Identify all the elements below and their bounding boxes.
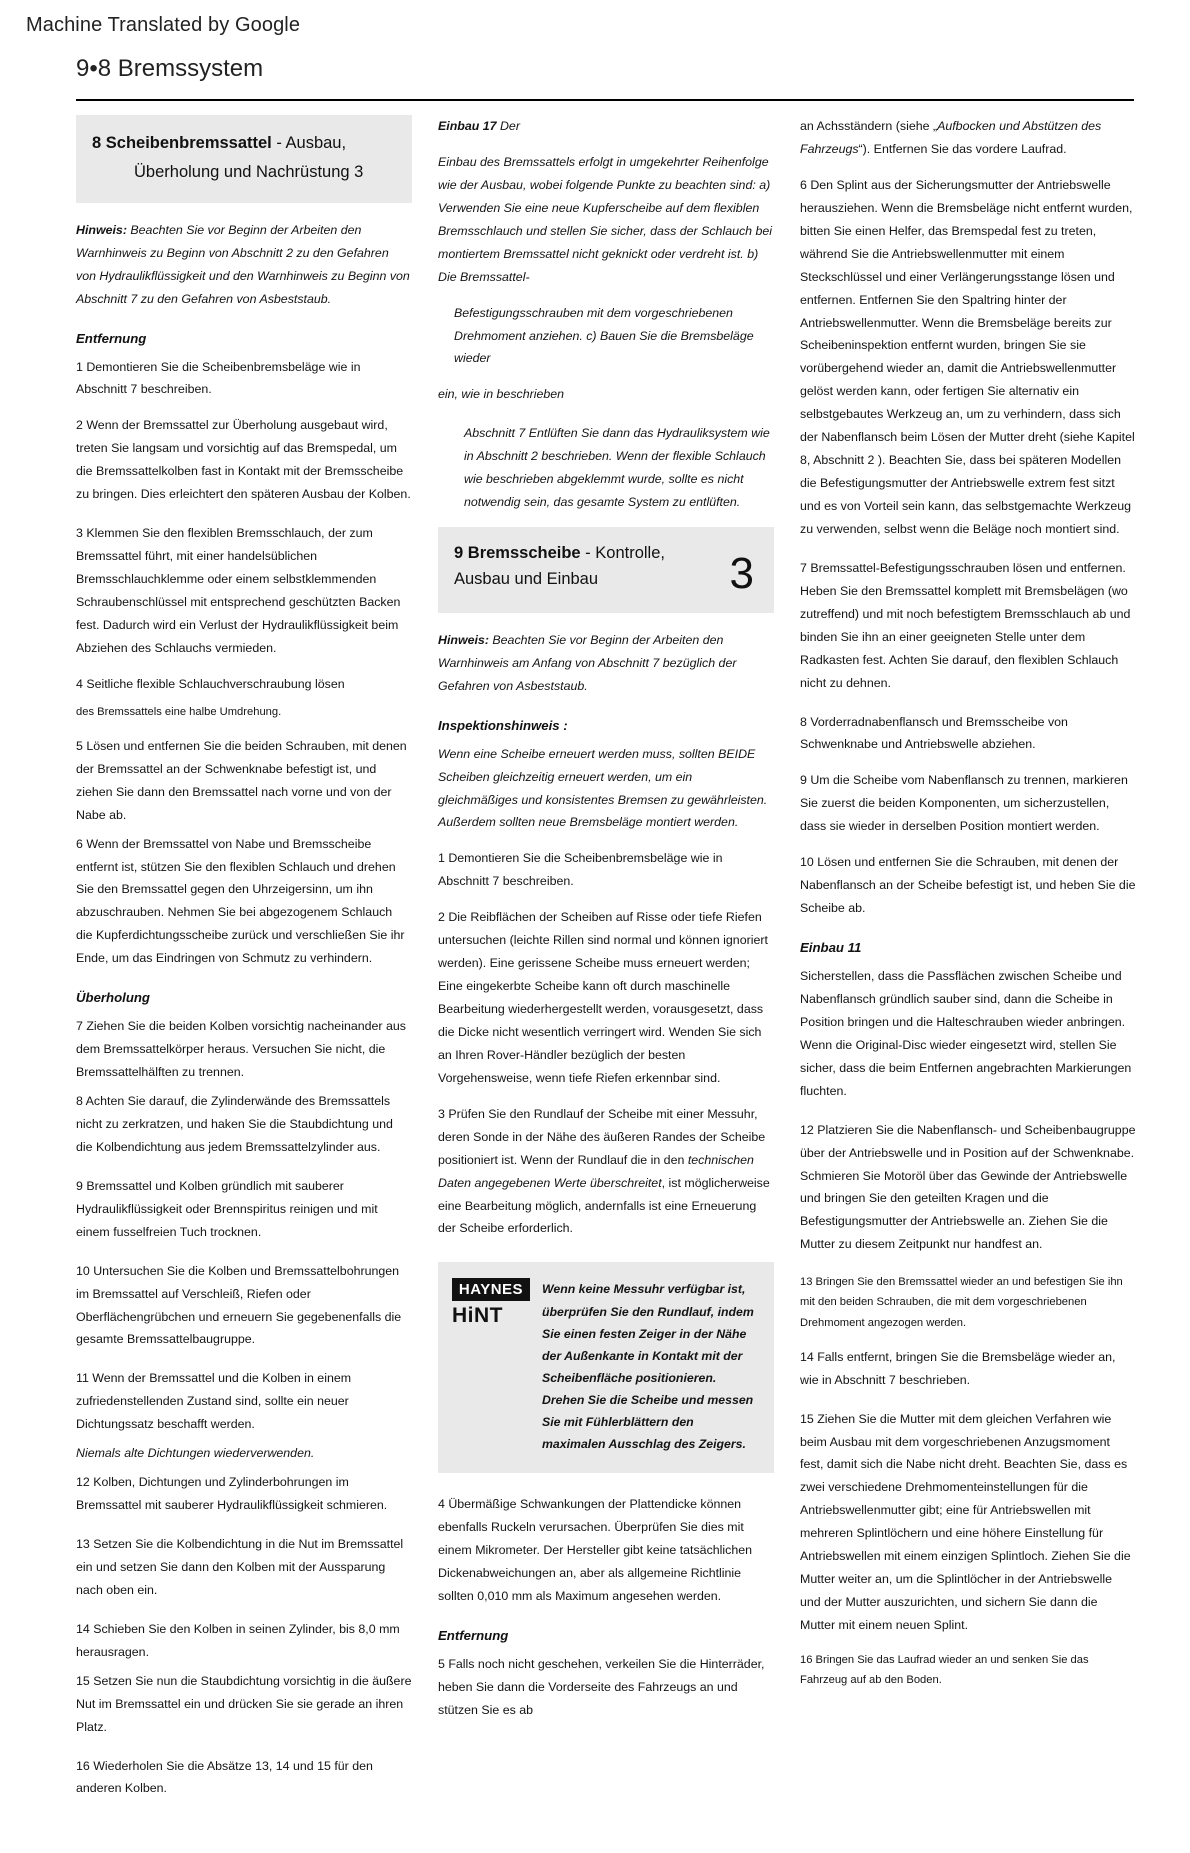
column-right [800,115,1136,1813]
step-15: 15 Setzen Sie nun die Staubdichtung vorsichtig in die äußere Nut im Bremssattel ein und drücken Sie sie gerade an ihren Platz. [76,1673,412,1734]
section-9-note [438,629,774,698]
section-9-number: 9 [454,544,464,563]
step-9-8: 8 Vorderradnabenflansch und Bremsscheibe von Schwenknabe und Antriebswelle abziehen. [800,714,1068,752]
step-16: 16 Wiederholen Sie die Absätze 13, 14 und 15 für den anderen Kolben. [76,1758,373,1796]
step-9-3 [438,1103,774,1241]
step-6: 6 Wenn der Bremssattel von Nabe und Bremsscheibe entfernt ist, stützen Sie den flexiblen Schlauch und drehen Sie den Bremssattel gegen den Uhrzeigersinn, um ihn abzuschrauben. Nehmen Sie bei abgezogenem Schlauch die Kupferdichtungsscheibe zurück und verschließen Sie ihr Ende, um das Eindringen von Schmutz zu verhindern. [76,836,405,966]
step-5-cont-italic: Aufbocken und Abstützen des Fahrzeugs [800,119,1102,156]
hint-logo-word: HiNT [452,1304,503,1328]
step-5-cont-b: “). Entfernen Sie das vordere Laufrad. [858,141,1067,156]
hinweis-label-9: Hinweis: [438,632,489,647]
step-12: 12 Kolben, Dichtungen und Zylinderbohrungen im Bremssattel mit sauberer Hydraulikflüssigkeit schmieren. [76,1475,388,1513]
section-8-title-line2: Überholung und Nachrüstung 3 [134,162,364,181]
step-9-16: 16 Bringen Sie das Laufrad wieder an und senken Sie das Fahrzeug auf ab den Boden. [800,1653,1089,1687]
step-11: 11 Wenn der Bremssattel und die Kolben in einem zufriedenstellenden Zustand sind, sollte ein neuer Dichtungssatz beschafft werden. [76,1371,352,1432]
page-title: 9•8 Bremssystem [76,55,264,82]
heading-entfernung-left: Entfernung [76,330,147,346]
section-8-note [76,219,412,311]
section-8-number: 8 [92,134,102,152]
step-5-cont-a: an Achsständern (siehe „ [800,119,938,133]
step-9-12: 12 Platzieren Sie die Nabenflansch- und Scheibenbaugruppe über der Antriebswelle und in Position auf der Schwenknabe. Schmieren Sie Motoröl über das Gewinde der Antriebswelle und bringen Sie den geteilten Kragen und die Befestigungsmutter der Antriebswelle an. Ziehen Sie die Mutter zu diesem Zeitpunkt nur handfest an. [800,1122,1136,1252]
einbau-paragraph-4: Abschnitt 7 Entlüften Sie dann das Hydrauliksystem wie in Abschnitt 2 beschrieben. Wenn der flexible Schlauch wie beschrieben abgeklemmt wurde, sollte es nicht notwendig sein, das gesamte System zu entlüften. [464,426,770,510]
step-3: 3 Klemmen Sie den flexiblen Bremsschlauch, der zum Bremssattel führt, mit einer handelsüblichen Bremsschlauchklemme oder einem selbstklemmenden Schraubenschlüssel mit entsprechend geschützten Backen fest. Dadurch wird ein Verlust der Hydraulikflüssigkeit beim Abziehen des Schlauchs vermieden. [76,526,401,655]
section-8-header [76,115,412,203]
section-8-title-rest: - Ausbau, [271,134,347,152]
step-9-5: 5 Falls noch nicht geschehen, verkeilen Sie die Hinterräder, heben Sie dann die Vorderseite des Fahrzeugs an und stützen Sie es ab [438,1657,765,1717]
step-9-1: 1 Demontieren Sie die Scheibenbremsbeläge wie in Abschnitt 7 beschreiben. [438,851,723,889]
heading-ueberholung: Überholung [76,990,150,1006]
machine-translation-banner: Machine Translated by Google [26,14,301,36]
step-9: 9 Bremssattel und Kolben gründlich mit sauberer Hydraulikflüssigkeit oder Brennspiritus reinigen und mit einem fusselfreien Tuch trocknen. [76,1178,378,1239]
step-9-14: 14 Falls entfernt, bringen Sie die Bremsbeläge wieder an, wie in Abschnitt 7 beschrieben. [800,1349,1116,1387]
step-9-6: 6 Den Splint aus der Sicherungsmutter der Antriebswelle herausziehen. Wenn die Bremsbeläge nicht entfernt wurden, bitten Sie einen Helfer, das Bremspedal fest zu treten, während Sie die Antriebswellenmutter mit einem Steckschlüssel und einer Verlängerungsstange lösen und entfernen. Entfernen Sie den Spaltring hinter der Antriebswellenmutter. Wenn die Bremsbeläge bereits zur Scheibeninspektion entfernt wurden, bringen Sie sie vorübergehend wieder an, damit die Antriebswellenmutter gelöst werden kann, oder fertigen Sie alternativ ein selbstgebautes Werkzeug an, um zu verhindern, dass sich der Nabenflansch beim Lösen der Mutter dreht (siehe Kapitel 8, Abschnitt 2 ). Beachten Sie, dass bei späteren Modellen die Befestigungsmutter der Antriebswelle extrem fest sitzt und es von Vorteil sein kann, das selbstgemachte Werkzeug zu verwenden, selbst wenn die Beläge noch montiert sind. [800,177,1135,536]
heading-einbau-right [800,940,1136,955]
step-9-9: 9 Um die Scheibe vom Nabenflansch zu trennen, markieren Sie zuerst die beiden Komponenten, um sicherzustellen, dass sie wieder in derselben Position montiert werden. [800,773,1128,834]
step-9-10: 10 Lösen und entfernen Sie die Schrauben, mit denen der Nabenflansch an der Scheibe befestigt ist, und heben Sie die Scheibe ab. [800,855,1136,916]
haynes-hint-text: Wenn keine Messuhr verfügbar ist, überprüfen Sie den Rundlauf, indem Sie einen festen Zeiger in der Nähe der Außenkante in Kontakt mit der Scheibenfläche positionieren. Drehen Sie die Scheibe und messen Sie mit Fühlerblättern den maximalen Ausschlag des Zeigers. [542,1282,754,1452]
haynes-hint-logo [452,1278,530,1455]
step-4-sub: des Bremssattels eine halbe Umdrehung. [76,705,282,718]
section-9-title-rest: - Kontrolle, [580,544,665,563]
step-7: 7 Ziehen Sie die beiden Kolben vorsichtig nacheinander aus dem Bremssattelkörper heraus. Versuchen Sie nicht, die Bremssattelhälften zu trennen. [76,1019,406,1080]
step-9-4: 4 Übermäßige Schwankungen der Plattendicke können ebenfalls Ruckeln verursachen. Überprüfen Sie dies mit einem Mikrometer. Der Hersteller gibt keine tatsächlichen Dickenabweichungen an, aber als allgemeine Richtlinie sollten 0,010 mm als Maximum angesehen werden. [438,1497,753,1604]
einbau-label: Einbau [438,119,480,133]
einbau-paragraph-1: Einbau des Bremssattels erfolgt in umgekehrter Reihenfolge wie der Ausbau, wobei folgende Punkte zu beachten sind: a) Verwenden Sie eine neue Kupferscheibe auf dem flexiblen Bremsschlauch und stellen Sie sicher, dass der Schlauch bei montiertem Bremssattel nicht geknickt oder verdreht ist. b) Die Bremssattel- [438,154,773,284]
section-9-title-line2: Ausbau und Einbau [454,569,599,588]
heading-einbau-label: Einbau [800,940,844,955]
column-left [76,115,412,1813]
hinweis-label: Hinweis: [76,222,127,237]
section-9-header [438,527,774,613]
step-9-11: Sicherstellen, dass die Passflächen zwischen Scheibe und Nabenflansch gründlich sauber sind, dann die Scheibe in Position bringen und die Halteschrauben wieder anbringen. Wenn die Original-Disc wieder eingesetzt wird, stellen Sie sicher, dass die beim Entfernen angebrachten Markierungen fluchten. [800,969,1132,1098]
chapter-number: 3 [729,549,754,599]
haynes-hint-box [438,1262,774,1473]
einbau-rest: Der [499,119,520,133]
step-13: 13 Setzen Sie die Kolbendichtung in die Nut im Bremssattel ein und setzen Sie dann den Kolben mit der Aussparung nach oben ein. [76,1537,404,1597]
column-middle [438,115,774,1813]
heading-einbau-number: 11 [843,940,862,955]
step-9-15: 15 Ziehen Sie die Mutter mit dem gleichen Verfahren wie beim Ausbau mit dem vorgeschriebenen Anzugsmoment fest, damit sich die Nabe nicht dreht. Beachten Sie, dass es zwei verschiedene Drehmomenteinstellungen für die Antriebswellenmutter gibt; eine für Antriebswellen mit mehreren Splintlöchern und eine höhere Einstellung für Antriebswellen mit einem einzigen Splintloch. Ziehen Sie die Mutter weiter an, um die Splintlöcher in der Antriebswelle und der Mutter auszurichten, und sichern Sie dann die Mutter mit einem neuen Splint. [800,1411,1131,1633]
step-2: 2 Wenn der Bremssattel zur Überholung ausgebaut wird, treten Sie langsam und vorsichtig auf das Bremspedal, um die Bremssattelkolben fast in Kontakt mit der Bremsscheibe zu bringen. Dies erleichtert den späteren Ausbau der Kolben. [76,418,411,502]
einbau-paragraph-2: Befestigungsschrauben mit dem vorgeschriebenen Drehmoment anziehen. c) Bauen Sie die Bremsbeläge wieder [454,305,754,366]
heading-inspektionshinweis: Inspektionshinweis : [438,717,568,733]
three-column-layout [76,115,1136,1813]
einbau-paragraph-3: ein, wie in beschrieben [438,387,565,402]
hinweis-text: Beachten Sie vor Beginn der Arbeiten den Warnhinweis zu Beginn von Abschnitt 2 zu den Gefahren von Hydraulikflüssigkeit und den Warnhinweis zu Beginn von Abschnitt 7 zu den Gefahren von Asbeststaub. [76,222,410,306]
step-11-italic: Niemals alte Dichtungen wiederverwenden. [76,1446,315,1461]
step-9-5-cont [800,115,1136,161]
section-8-title: Scheibenbremssattel [105,134,272,152]
hinweis-text-9: Beachten Sie vor Beginn der Arbeiten den Warnhinweis am Anfang von Abschnitt 7 bezüglich der Gefahren von Asbeststaub. [438,632,737,693]
inspection-note: Wenn eine Scheibe erneuert werden muss, sollten BEIDE Scheiben gleichzeitig erneuert werden, um ein gleichmäßiges und konsistentes Bremsen zu gewährleisten. Außerdem sollten neue Bremsbeläge montiert werden. [438,746,768,830]
einbau-number: 17 [479,119,500,133]
step-9-7: 7 Bremssattel-Befestigungsschrauben lösen und entfernen. Heben Sie den Bremssattel komplett mit Bremsbelägen (wo zutreffend) und mit noch befestigtem Bremsschlauch ab und binden Sie ihn an einer geeigneten Stelle unter dem Radkasten fest. Achten Sie darauf, den flexiblen Schlauch nicht zu dehnen. [800,560,1131,690]
step-5: 5 Lösen und entfernen Sie die beiden Schrauben, mit denen der Bremssattel an der Schwenknabe befestigt ist, und ziehen Sie dann den Bremssattel nach vorne und von der Nabe ab. [76,738,407,822]
haynes-logo-text: HAYNES [452,1278,530,1301]
step-9-3-italic: technischen Daten angegebenen Werte überschreitet [438,1152,754,1190]
step-1: 1 Demontieren Sie die Scheibenbremsbeläge wie in Abschnitt 7 beschreiben. [76,359,361,397]
step-9-3-a: 3 Prüfen Sie den Rundlauf der Scheibe mit einer Messuhr, deren Sonde in der Nähe des äußeren Randes der Scheibe positioniert ist. Wenn der Rundlauf die in den [438,1106,766,1167]
step-9-3-b: , ist möglicherweise eine Bearbeitung möglich, andernfalls ist eine Erneuerung der Scheibe erforderlich. [438,1175,770,1236]
title-divider [76,99,1134,101]
step-4: 4 Seitliche flexible Schlauchverschraubung lösen [76,676,345,691]
step-9-2: 2 Die Reibflächen der Scheiben auf Risse oder tiefe Riefen untersuchen (leichte Rillen sind normal und können ignoriert werden). Eine gerissene Scheibe muss erneuert werden; Eine eingekerbte Scheibe kann oft durch maschinelle Bearbeitung wiederhergestellt werden, vorausgesetzt, dass die Dicke nicht wesentlich verringert wird. Wenden Sie sich an Ihren Rover-Händler bezüglich der besten Vorgehensweise, wenn tiefe Riefen erkennbar sind. [438,910,768,1085]
haynes-hint-text-wrap [542,1278,760,1455]
step-9-13: 13 Bringen Sie den Bremssattel wieder an und befestigen Sie ihn mit den beiden Schrauben, die mit dem vorgeschriebenen Drehmoment angezogen werden. [800,1276,1123,1329]
heading-entfernung-mid: Entfernung [438,1628,509,1644]
step-14: 14 Schieben Sie den Kolben in seinen Zylinder, bis 8,0 mm herausragen. [76,1621,400,1659]
step-10: 10 Untersuchen Sie die Kolben und Bremssattelbohrungen im Bremssattel auf Verschleiß, Riefen oder Oberflächengrübchen und erneuern Sie gegebenenfalls die gesamte Bremssattelbaugruppe. [76,1263,402,1347]
einbau-heading-17 [438,115,774,138]
section-9-title: Bremsscheibe [467,544,581,563]
step-8: 8 Achten Sie darauf, die Zylinderwände des Bremssattels nicht zu zerkratzen, und haken Sie die Staubdichtung und die Kolbendichtung aus jedem Bremssattelzylinder aus. [76,1094,393,1154]
